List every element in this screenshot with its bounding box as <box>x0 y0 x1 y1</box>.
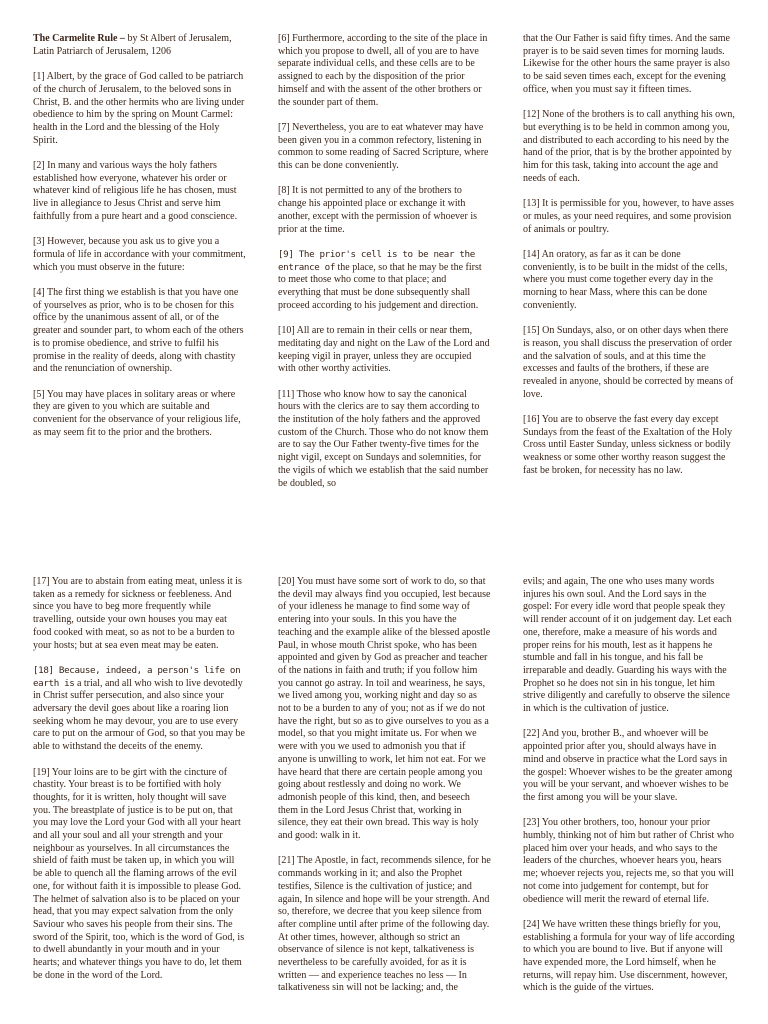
paragraph-8: [8] It is not permitted to any of the brothers to change his appointed place or exchange it with another, except with the permission of whoever is prior at the time. <box>278 185 477 235</box>
paragraph-19: [19] Your loins are to be girt with the cincture of chastity. Your breast is to be fortified with holy thoughts, for it is written, holy thought will save you. The breastplate of justice is to be put on, that you may love the Lord your God with all your heart and all your soul and all your strength and your neighbour as yourselves. In all circumstances the shield of faith must be taken up, in which you will be able to quench all the flaming arrows of the evil one, for without faith it is impossible to please God. The helmet of salvation also is to be placed on your head, that you may expect salvation from the only Saviour who saves his people from their sins. The sword of the Spirit, too, which is the word of God, is to dwell abundantly in your mouth and in your hearts; and whatever things you have to do, let them be done in the word of the Lord. <box>33 766 245 981</box>
document-title: The Carmelite Rule – <box>33 33 125 44</box>
paragraph-14: [14] An oratory, as far as it can be done conveniently, is to be built in the midst of the cells, where you must come together every day in the morning to hear Mass, where this can be done conveniently. <box>523 248 728 311</box>
paragraph-11-cont: that the Our Father is said fifty times. And the same prayer is to be said seven times for morning lauds. Likewise for the other hours the same prayer is also to be said seven times each, except for the evening office, when you must say it fifteen times. <box>523 33 730 95</box>
column-1-top <box>33 33 246 508</box>
paragraph-9-lead: [9] The prior's cell is to be near the entrance of <box>278 248 475 273</box>
paragraph-5: [5] You may have places in solitary areas or where they are given to you which are suitable and convenient for the observance of your religious life, as may seem fit to the prior and the brothers. <box>33 388 241 438</box>
paragraph-18-lead: [18] Because, indeed, a person's life on earth is <box>33 664 241 689</box>
paragraph-22: [22] And you, brother B., and whoever will be appointed prior after you, should always have in mind and observe in practice what the Lord says in the gospel: Whoever wishes to be the greater among you will be your servant, and whoever wishes to be the first among you will be your slave. <box>523 728 733 803</box>
paragraph-17: [17] You are to abstain from eating meat, unless it is taken as a remedy for sickness or feebleness. And since you have to beg more frequently while travelling, outside your own houses you may eat food cooked with meat, so as not to be a burden to your hosts; but at sea even meat may be eaten. <box>33 576 242 651</box>
document-heading <box>33 33 246 58</box>
paragraph-6: [6] Furthermore, according to the site of the place in which you propose to dwell, all of you are to have separate individual cells, and these cells are to be assigned to each by the disposition of the prior himself and with the assent of the other brothers or the sounder part of them. <box>278 33 488 108</box>
paragraph-2: [2] In many and various ways the holy fathers established how everyone, whatever his order or whatever kind of religious life he has chosen, must live in allegiance to Jesus Christ and serve him faithfully from a pure heart and a good conscience. <box>33 160 238 222</box>
paragraph-4: [4] The first thing we establish is that you have one of yourselves as prior, who is to be chosen for this office by the unanimous assent of all, or of the greater and sounder part, to whom each of the others is to promise obedience, and strive to fulfil his promise in the reality of deeds, along with chastity and the renunciation of ownership. <box>33 287 244 375</box>
paragraph-7: [7] Nevertheless, you are to eat whatever may have been given you in a common refectory, listening in common to some reading of Sacred Scripture, where this can be done conveniently. <box>278 121 489 172</box>
paragraph-10: [10] All are to remain in their cells or near them, meditating day and night on the Law of the Lord and keeping vigil in prayer, unless they are occupied with other worthy activities. <box>278 325 490 375</box>
document-byline: by St Albert of Jerusalem, Latin Patriarch of Jerusalem, 1206 <box>33 33 232 57</box>
paragraph-11: [11] Those who know how to say the canonical hours with the clerics are to say them according to the institution of the holy fathers and the approved custom of the Church. Those who do not know them are to say the Our Father twenty-five times for the night vigil, except on Sundays and solemnities, for the vigils of which we establish that the said number be doubled, so <box>278 388 489 489</box>
paragraph-20: [20] You must have some sort of work to do, so that the devil may always find you occupied, lest because of your idleness he manage to find some way of entering into your souls. In this you have the teaching and the example alike of the blessed apostle Paul, in whose mouth Christ spoke, who has been appointed and given by God as preacher and teacher of the nations in faith and truth; if you follow him you cannot go astray. In toil and weariness, he says, we lived among you, working night and day so as not to be a burden to any of you; not as if we do not have the right, but so as to give ourselves to you as a model, so that you might imitate us. For when we were with you we used to admonish you that if anyone is unwilling to work, let him not eat. For we have heard that there are certain people among you going about restlessly and doing no work. We admonish people of this kind, then, and beseech them in the Lord Jesus Christ that, working in silence, they eat their own bread. This way is holy and good: walk in it. <box>278 576 491 842</box>
paragraph-24: [24] We have written these things briefly for you, establishing a formula for your way of life according to which you are bound to live. But if anyone will have expended more, the Lord himself, when he returns, will repay him. Use discernment, however, which is the guide of the virtues. <box>523 918 735 994</box>
column-1-bottom <box>33 576 246 1024</box>
paragraph-12: [12] None of the brothers is to call anything his own, but everything is to be held in common among you, and distributed to each according to his need by the hand of the prior, that is by the brother appointed by him for this task, taking into account the age and needs of each. <box>523 109 735 184</box>
column-3-bottom <box>523 576 736 1024</box>
column-3-top <box>523 33 736 508</box>
paragraph-18-rest: a trial, and all who wish to live devotedly in Christ suffer persecution, and also since your adversary the devil goes about like a roaring lion seeking whom he may devour, you are to use every care to put on the armour of God, so that you may be able to withstand the deceits of the enemy. <box>33 677 245 753</box>
paragraph-21-cont: evils; and again, The one who uses many words injures his own soul. And the Lord says in the gospel: For every idle word that people speak they will render account of it on judgement day. Let each one, therefore, make a measure of his words and proper reins for his mouth, lest as it happens he stumble and fall in his tongue, and his fall be irreparable and deadly. Guarding his ways with the Prophet so he does not sin in his tongue, let him strive diligently and carefully to observe the silence in which is the cultivation of justice. <box>523 576 732 715</box>
paragraph-13: [13] It is permissible for you, however, to have asses or mules, as your need requires, and some provision of animals or poultry. <box>523 198 734 235</box>
paragraph-9-rest: the place, so that he may be the first to meet those who come to that place; and everything that must be done subsequently shall proceed according to his judgement and direction. <box>278 261 482 311</box>
column-2-top <box>278 33 491 508</box>
column-2-bottom <box>278 576 491 1024</box>
paragraph-21: [21] The Apostle, in fact, recommends silence, for he commands working in it; and also the Prophet testifies, Silence is the cultivation of justice; and again, In silence and hope will be your strength. And so, therefore, we decree that you keep silence from after compline until after prime of the following day. At other times, however, although so strict an observance of silence is not kept, talkativeness is nevertheless to be carefully avoided, for as it is written — and experience teaches no less — In talkativeness sin will not be lacking; and, the <box>278 855 491 994</box>
paragraph-16: [16] You are to observe the fast every day except Sundays from the feast of the Exaltation of the Holy Cross until Easter Sunday, unless sickness or bodily weakness or some other worthy reason suggest the fast be broken, for necessity has no law. <box>523 414 733 476</box>
paragraph-18 <box>33 665 246 754</box>
paragraph-23: [23] You other brothers, too, honour your prior humbly, thinking not of him but rather of Christ who placed him over your heads, and who says to the leaders of the churches, whoever hears you, hears me; whoever rejects you, rejects me, so that you will not come into judgement for contempt, but for obedience will merit the reward of eternal life. <box>523 817 735 905</box>
paragraph-3: [3] However, because you ask us to give you a formula of life in accordance with your commitment, which you must observe in the future: <box>33 236 246 273</box>
paragraph-1: [1] Albert, by the grace of God called to be patriarch of the church of Jerusalem, to the beloved sons in Christ, B. and the other hermits who are living under obedience to him by the spring on Mount Carmel: health in the Lord and the blessing of the Holy Spirit. <box>33 71 245 146</box>
paragraph-15: [15] On Sundays, also, or on other days when there is reason, you shall discuss the preservation of order and the salvation of souls, and at this time the excesses and faults of the brothers, if these are revealed in anyone, should be corrected by means of love. <box>523 325 734 400</box>
paragraph-9 <box>278 249 491 313</box>
